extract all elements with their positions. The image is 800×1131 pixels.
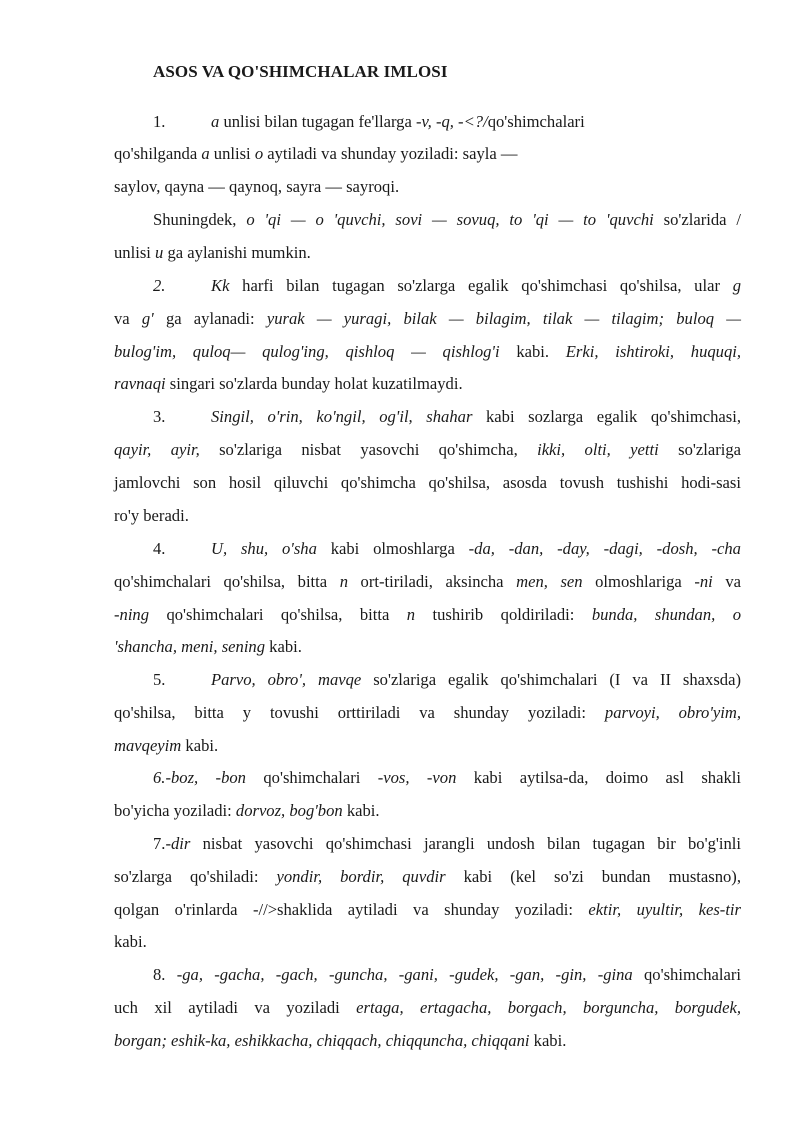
text-span: kabi olmoshlarga — [316, 539, 469, 558]
text-span: so'zlariga nisbat yasovchi qo'shimcha, — [199, 440, 538, 459]
text-span: Parvo, obro', mavqe — [211, 670, 362, 689]
text-span: so'zlarida / — [653, 210, 741, 229]
text-span: n — [339, 572, 348, 591]
text-span: yondir, bordir, quvdir — [276, 867, 446, 886]
text-span: qolgan o'rinlarda -//>shaklida aytiladi va shunday yoziladi: — [114, 900, 589, 919]
text-span: qo'shimchalari qo'shilsa, bitta — [114, 572, 340, 591]
text-span: g — [732, 276, 741, 295]
paragraph-2-line-4 — [114, 374, 463, 394]
text-span: o 'qi — o 'quvchi, sovi — sovuq, to 'qi — to 'quvchi — [246, 210, 654, 229]
paragraph-4-line-4 — [114, 637, 302, 657]
text-span: kabi. — [265, 637, 302, 656]
paragraph-4-line-1 — [153, 539, 741, 559]
text-span: va — [712, 572, 742, 591]
text-span: bulog'im, quloq— qulog'ing, qishloq — qishlog'i — [114, 342, 500, 361]
text-span: qo'shilganda — [114, 144, 202, 163]
paragraph-4-line-2 — [114, 572, 741, 592]
paragraph-8-number: 8. — [153, 965, 177, 984]
text-span: borgan; eshik-ka, eshikkacha, chiqqach, chiqquncha, chiqqani — [114, 1031, 530, 1050]
paragraph-8-line-3 — [114, 1031, 566, 1051]
text-span: qo'shilsa, bitta y tovushi orttiriladi va shunday yoziladi: — [114, 703, 605, 722]
paragraph-5-line-3 — [114, 736, 218, 756]
text-span: kabi. — [499, 342, 566, 361]
paragraph-2-line-2 — [114, 309, 741, 329]
text-span: -boz, -bon — [165, 768, 246, 787]
text-span: dorvoz, bog'bon — [235, 801, 343, 820]
text-span: qayir, ayir, — [114, 440, 200, 459]
paragraph-6-number: 6. — [153, 768, 166, 787]
text-span: parvoyi, obro'yim, — [604, 703, 742, 722]
paragraph-4-line-3 — [114, 605, 741, 625]
text-span: -v, -q, -<?/ — [415, 112, 488, 131]
paragraph-1-line-2 — [114, 144, 518, 164]
text-span: 'shancha, meni, sening — [114, 637, 266, 656]
text-span: n — [406, 605, 416, 624]
text-span: so'zlariga egalik qo'shimchalari (I va II shaxsda) — [361, 670, 741, 689]
text-span: -ni — [694, 572, 713, 591]
text-span: harfi bilan tugagan so'zlarga egalik qo'shimchasi qo'shilsa, ular — [229, 276, 733, 295]
paragraph-2-line-1 — [153, 276, 741, 296]
paragraph-7-line-2 — [114, 867, 741, 887]
text-span: -da, -dan, -day, -dagi, -dosh, -cha — [468, 539, 741, 558]
paragraph-5-line-2 — [114, 703, 741, 723]
text-span: o — [254, 144, 264, 163]
text-span: kabi. — [342, 801, 380, 820]
text-span: a — [211, 112, 220, 131]
text-span: olmoshlariga — [582, 572, 695, 591]
text-span: ertaga, ertagacha, borgach, borguncha, borgudek, — [356, 998, 741, 1017]
text-span: Kk — [211, 276, 230, 295]
text-span: bunda, shundan, o — [591, 605, 741, 624]
text-span: -vos, -von — [377, 768, 457, 787]
paragraph-6-line-2 — [114, 801, 380, 821]
paragraph-5-number: 5. — [153, 670, 166, 689]
text-span: ga aylanadi: — [153, 309, 267, 328]
text-span: yurak — yuragi, bilak — bilagim, tilak — tilagim; buloq — — [266, 309, 741, 328]
paragraph-1-line-3: saylov, qayna — qaynoq, sayra — sayroqi. — [114, 177, 400, 196]
text-span: nisbat yasovchi qo'shimchasi jarangli undosh bilan tugagan bir bo'g'inli — [190, 834, 741, 853]
paragraph-3-line-1 — [153, 407, 741, 427]
text-span: Shuningdek, — [153, 210, 247, 229]
text-span: qo'shimchalari — [245, 768, 378, 787]
text-span: Singil, o'rin, ko'ngil, og'il, shahar — [211, 407, 473, 426]
text-span: ravnaqi — [114, 374, 166, 393]
text-span: so'zlarga qo'shiladi: — [114, 867, 277, 886]
text-span: kabi (kel so'zi bundan mustasno), — [445, 867, 741, 886]
paragraph-5-line-1 — [153, 670, 741, 690]
text-span: unlisi — [209, 144, 255, 163]
text-span: ikki, olti, yetti — [537, 440, 659, 459]
paragraph-3-line-4: ro'y beradi. — [114, 506, 189, 525]
text-span: kabi. — [181, 736, 219, 755]
text-span: qo'shimchalari qo'shilsa, bitta — [149, 605, 407, 624]
text-span: kabi sozlarga egalik qo'shimchasi, — [472, 407, 741, 426]
text-span: aytiladi va shunday yoziladi: sayla — — [263, 144, 518, 163]
text-span: unlisi — [114, 243, 156, 262]
text-span: ga aylanishi mumkin. — [163, 243, 311, 262]
text-span: uch xil aytiladi va yoziladi — [114, 998, 357, 1017]
paragraph-7-line-1 — [153, 834, 741, 854]
paragraph-4-number: 4. — [153, 539, 166, 558]
paragraph-8-line-2 — [114, 998, 741, 1018]
text-span: qo'shimchalari — [487, 112, 585, 131]
paragraph-7-number: 7. — [153, 834, 166, 853]
text-span: -ning — [114, 605, 150, 624]
page-title: ASOS VA QO'SHIMCHALAR IMLOSI — [153, 62, 448, 81]
paragraph-7-line-4: kabi. — [114, 932, 147, 951]
paragraph-3-number: 3. — [153, 407, 166, 426]
text-span: bo'yicha yoziladi: — [114, 801, 236, 820]
paragraph-7-line-3 — [114, 900, 741, 920]
text-span: va — [114, 309, 142, 328]
paragraph-8-line-1 — [153, 965, 741, 985]
paragraph-6-line-1 — [153, 768, 741, 788]
text-span: g' — [141, 309, 154, 328]
text-span: tushirib qoldiriladi: — [415, 605, 592, 624]
text-span: ort-tiriladi, aksincha — [348, 572, 517, 591]
paragraph-3-line-3: jamlovchi son hosil qiluvchi qo'shimcha qo'shilsa, asosda tovush tushishi hodi-sasi — [114, 473, 741, 492]
text-span: ektir, uyultir, kes-tir — [588, 900, 741, 919]
text-span: kabi aytilsa-da, doimo asl shakli — [456, 768, 741, 787]
text-span: -dir — [165, 834, 191, 853]
paragraph-2-line-3 — [114, 342, 741, 362]
text-span: mavqeyim — [114, 736, 182, 755]
paragraph-1-line-1 — [153, 112, 585, 132]
paragraph-1-number: 1. — [153, 112, 166, 131]
text-span: a — [201, 144, 210, 163]
paragraph-1b-line-1 — [153, 210, 741, 230]
text-span: -ga, -gacha, -gach, -guncha, -gani, -gudek, -gan, -gin, -gina — [176, 965, 633, 984]
paragraph-1b-line-2 — [114, 243, 311, 263]
text-span: so'zlariga — [658, 440, 741, 459]
text-span: unlisi bilan tugagan fe'llarga — [219, 112, 416, 131]
text-span: qo'shimchalari — [632, 965, 741, 984]
paragraph-2-number: 2. — [153, 276, 166, 295]
text-span: Erki, ishtiroki, huquqi, — [565, 342, 742, 361]
text-span: men, sen — [516, 572, 583, 591]
text-span: u — [155, 243, 164, 262]
text-span: singari so'zlarda bunday holat kuzatilmaydi. — [165, 374, 463, 393]
text-span: U, shu, o'sha — [211, 539, 317, 558]
paragraph-3-line-2 — [114, 440, 741, 460]
text-span: kabi. — [529, 1031, 567, 1050]
